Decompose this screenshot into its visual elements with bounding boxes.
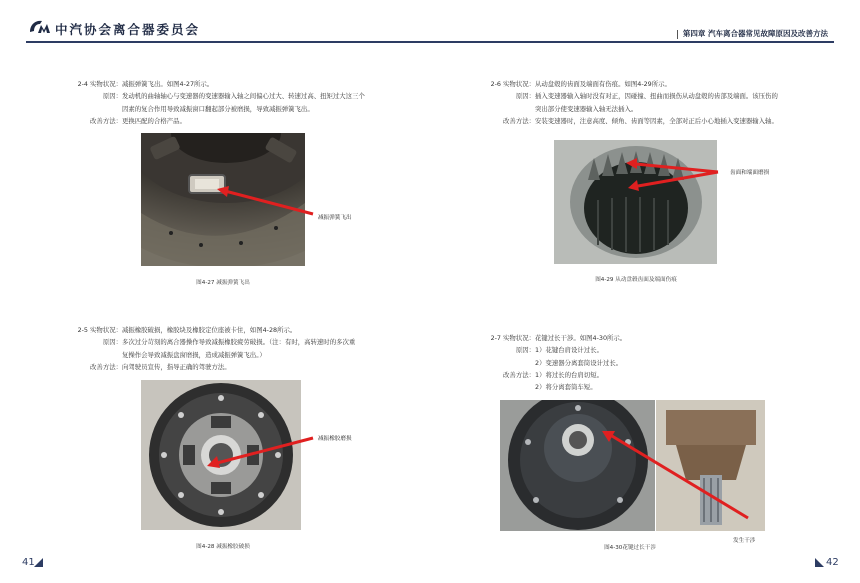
case-2-6-status-label: 2-6 实物状况： — [490, 80, 535, 88]
case-2-5-cause-line — [60, 336, 355, 348]
case-2-7-status-line — [477, 332, 626, 344]
callout-arrow-4-30 — [598, 430, 758, 525]
callout-label-4-29: 齿面和端面磨损 — [730, 170, 770, 176]
case-2-5-status-line — [60, 324, 355, 336]
case-2-4-fix-line — [60, 115, 365, 127]
case-2-6-fix-line — [477, 115, 778, 127]
page-number-left: 41 — [22, 557, 35, 568]
case-2-4-status-text: 减振弹簧飞出。如图4-27所示。 — [122, 80, 214, 88]
callout-label-4-28: 减振橡胶磨损 — [318, 436, 352, 442]
case-2-6-cause-line — [477, 90, 778, 102]
page-corner-mark-right — [815, 558, 824, 567]
case-2-5-cause-line-2 — [60, 349, 355, 361]
case-2-4-cause-line-2 — [60, 103, 365, 115]
header-rule — [26, 41, 834, 43]
case-2-7-cause-text-2: 2）变速器分离套筒设计过长。 — [535, 358, 623, 367]
case-2-4-status-label: 2-4 实物状况： — [77, 80, 122, 88]
chapter-title-text: 第四章 汽车离合器常见故障原因及改善方法 — [682, 29, 828, 38]
case-2-5-fix-text: 向驾驶员宣传，指导正确的驾驶方法。 — [122, 362, 231, 371]
case-2-4-status-line — [60, 78, 365, 90]
case-2-4-text — [60, 78, 365, 127]
case-2-7-fix-text-2: 2）将分离套筒车短。 — [535, 383, 597, 392]
case-2-7-status-label: 2-7 实物状况： — [490, 334, 535, 342]
case-2-4-fix-label: 改善方法： — [90, 116, 122, 125]
case-2-7-cause-line-2 — [477, 357, 626, 369]
callout-label-4-27: 减振弹簧飞出 — [318, 215, 352, 221]
chapter-title — [677, 28, 828, 39]
case-2-6-cause-text-1: 插入变速器输入轴时没有对正，因碰撞、扭曲而损伤从动盘毂的齿部及端面。该压伤的 — [535, 92, 778, 101]
case-2-6-cause-label: 原因： — [515, 92, 535, 101]
figure-4-27-caption: 图4-27 减振弹簧飞出 — [196, 280, 250, 286]
case-2-7-cause-label: 原因： — [515, 346, 535, 355]
case-2-6-cause-text-2: 突出部分使变速器输入轴无法插入。 — [535, 104, 638, 113]
case-2-7-fix-text-1: 1）将过长的台肩切短。 — [535, 370, 603, 379]
case-2-6-fix-text: 安装变速器时，注意高度、倾角、齿面等因素，全部对正后小心地插入变速器输入轴。 — [535, 116, 778, 125]
case-2-5-fix-label: 改善方法： — [90, 362, 122, 371]
callout-arrows-4-29 — [620, 158, 720, 193]
case-2-5-cause-text-1: 多次过分苛刻的离合器操作导致减振橡胶疲劳破损。（注：有时，高转速时的多次重 — [122, 338, 356, 347]
case-2-7-cause-line — [477, 344, 626, 356]
case-2-4-cause-text-1: 发动机的曲轴轴心与变速器的变速器输入轴之间偏心过大、转速过高、扭矩过大这三个 — [122, 92, 365, 101]
figure-4-29-caption: 图4-29 从动盘毂齿面及端面伤痕 — [595, 277, 677, 283]
case-2-5-status-label: 2-5 实物状况： — [77, 326, 122, 334]
case-2-5-cause-text-2: 复操作会导致减振盘窗磨损，造成减振弹簧飞出。） — [122, 350, 266, 359]
title-separator — [677, 30, 678, 39]
case-2-4-cause-line — [60, 90, 365, 102]
case-2-5-fix-line — [60, 361, 355, 373]
case-2-6-cause-line-2 — [477, 103, 778, 115]
case-2-7-status-text: 花键过长干涉。如图4-30所示。 — [535, 334, 627, 342]
case-2-4-cause-text-2: 因素的复合作用导致减振窗口翻起部分被磨损，导致减振弹簧飞出。 — [122, 104, 314, 113]
association-logo-icon — [28, 18, 52, 36]
organization-name: 中汽协会离合器委员会 — [55, 22, 201, 37]
case-2-7-cause-text-1: 1）花键台肩设计过长。 — [535, 346, 603, 355]
case-2-7-text — [477, 332, 626, 393]
case-2-7-fix-line — [477, 369, 626, 381]
case-2-4-fix-text: 更换匹配的合格产品。 — [122, 116, 186, 125]
page-number-right: 42 — [826, 557, 839, 568]
case-2-5-cause-label: 原因： — [102, 338, 122, 347]
case-2-6-status-line — [477, 78, 778, 90]
figure-4-28-caption: 图4-28 减振橡胶破损 — [196, 544, 250, 550]
case-2-6-text — [477, 78, 778, 127]
case-2-7-fix-line-2 — [477, 381, 626, 393]
case-2-5-status-text: 减振橡胶破损，橡胶块及橡胶定位座被卡住，如图4-28所示。 — [122, 326, 297, 334]
case-2-6-fix-label: 改善方法： — [503, 116, 535, 125]
figure-4-30-caption: 图4-30花键过长干涉 — [604, 545, 656, 551]
callout-arrow-4-27 — [215, 185, 315, 220]
case-2-5-text — [60, 324, 355, 373]
callout-label-4-30: 发生干涉 — [733, 538, 756, 544]
case-2-7-fix-label: 改善方法： — [503, 370, 535, 379]
case-2-4-cause-label: 原因： — [102, 92, 122, 101]
callout-arrow-4-28 — [205, 435, 315, 470]
page-corner-mark-left — [34, 558, 43, 567]
case-2-6-status-text: 从动盘毂的齿面及端面有伤痕。如图4-29所示。 — [535, 80, 671, 88]
